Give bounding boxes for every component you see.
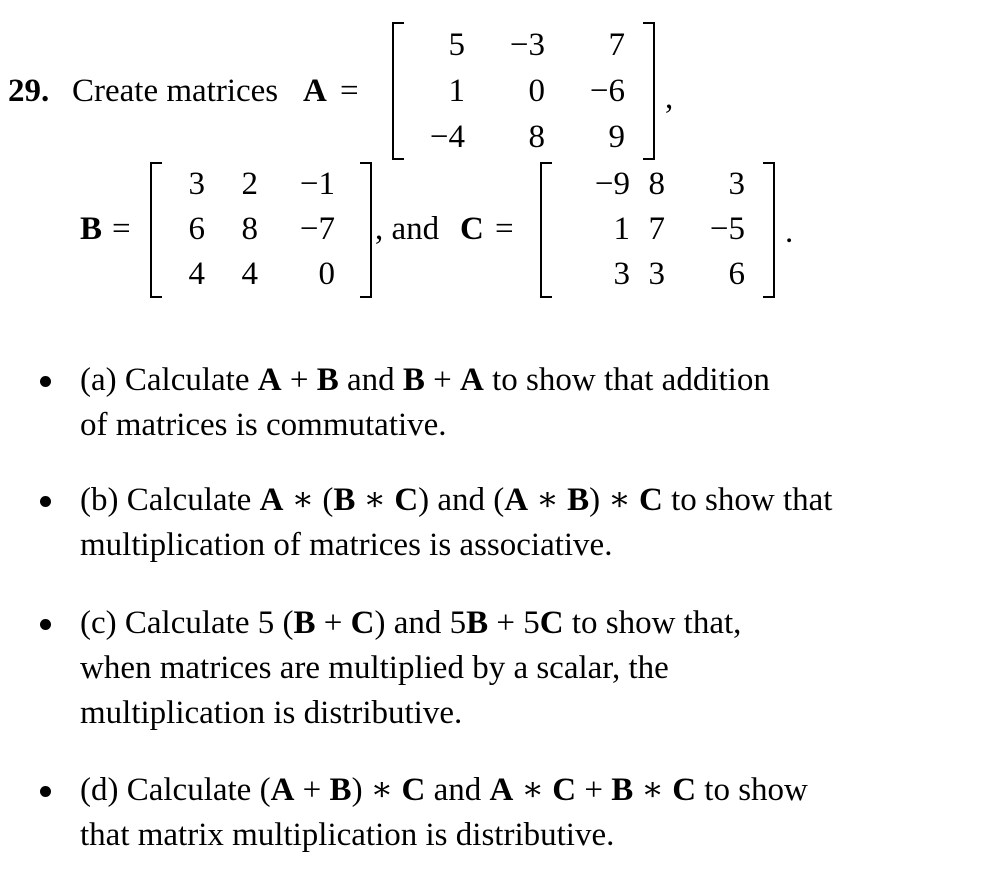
matrix-cell: 9 (608, 119, 625, 155)
text-segment: C (350, 605, 375, 641)
problem-number: 29. (8, 73, 50, 109)
bullet-icon (40, 496, 51, 507)
text-segment: ∗ (633, 772, 673, 808)
matrix-cell: 7 (648, 211, 665, 247)
text-segment: A (504, 482, 529, 518)
matrix-a (392, 22, 655, 160)
text-segment: + 5 (488, 605, 540, 641)
matrix-cell: 1 (448, 73, 465, 109)
text-segment: + (424, 362, 461, 398)
matrix-cell: 0 (528, 73, 545, 109)
text-segment: (a) Calculate (80, 362, 258, 398)
part-line (80, 691, 462, 736)
matrix-cell: 8 (528, 119, 545, 155)
text-segment: C (539, 605, 564, 641)
text-segment: ) ∗ (589, 482, 640, 518)
text-segment: (d) Calculate ( (80, 772, 271, 808)
period: . (785, 214, 794, 250)
bullet-icon (40, 376, 51, 387)
part-line (80, 646, 669, 691)
text-segment: to show that (662, 482, 833, 518)
text-segment: B (333, 482, 356, 518)
part-line (80, 403, 447, 448)
text-segment: when matrices are multiplied by a scalar, the (80, 650, 669, 686)
right-bracket (643, 22, 655, 160)
text-segment: (b) Calculate (80, 482, 260, 518)
part-line (80, 601, 741, 646)
matrix-cell: 0 (318, 256, 335, 292)
text-segment: C (672, 772, 697, 808)
equals-sign: = (495, 211, 514, 247)
text-segment: to show that, (563, 605, 742, 641)
equals-sign: = (112, 211, 131, 247)
text-segment: ∗ (513, 772, 553, 808)
text-segment: B (466, 605, 489, 641)
text-segment: and (338, 362, 403, 398)
text-segment: A (460, 362, 484, 398)
matrix-cell: −3 (509, 27, 545, 63)
part-line (80, 523, 612, 568)
matrix-cell: 4 (188, 256, 205, 292)
matrix-cell: 8 (241, 211, 258, 247)
text-segment: A (259, 482, 284, 518)
matrix-cell: 7 (608, 27, 625, 63)
text-segment: C (552, 772, 577, 808)
matrix-cell: −4 (429, 119, 465, 155)
text-segment: B (316, 362, 339, 398)
text-segment: ) and ( (418, 482, 505, 518)
text-segment: multiplication of matrices is associative. (80, 527, 613, 563)
text-segment: + (576, 772, 612, 808)
text-segment: and (425, 772, 490, 808)
text-segment: B (329, 772, 352, 808)
text-segment: B (293, 605, 316, 641)
matrix-cell: 6 (188, 211, 205, 247)
text-segment: A (257, 362, 282, 398)
matrix-a-label: A (303, 73, 327, 109)
text-segment: B (567, 482, 590, 518)
part-line (80, 813, 614, 858)
text-segment: C (394, 482, 419, 518)
text-segment: C (401, 772, 426, 808)
matrix-cell: −6 (589, 73, 625, 109)
and-text: , and (375, 211, 440, 247)
text-segment: B (611, 772, 634, 808)
text-segment: to show that addition (483, 362, 770, 398)
matrix-c (540, 162, 775, 298)
matrix-cell: −9 (594, 166, 630, 202)
text-segment: multiplication is distributive. (80, 695, 463, 731)
text-segment: + (281, 362, 317, 398)
matrix-cell: −1 (299, 166, 335, 202)
matrix-cell: 8 (648, 166, 665, 202)
matrix-cell: 1 (613, 211, 630, 247)
part-line (80, 478, 832, 523)
matrix-b (150, 162, 372, 298)
comma: , (665, 80, 674, 116)
text-segment: + (315, 605, 351, 641)
text-segment: that matrix multiplication is distributive. (80, 817, 615, 853)
right-bracket (360, 162, 372, 298)
part-line (80, 358, 770, 403)
matrix-cell: −5 (709, 211, 745, 247)
text-segment: (c) Calculate 5 ( (80, 605, 294, 641)
text-segment: ∗ (528, 482, 568, 518)
matrix-cell: 2 (241, 166, 258, 202)
matrix-cell: 3 (188, 166, 205, 202)
text-segment: B (402, 362, 425, 398)
text-segment: of matrices is commutative. (80, 407, 447, 443)
matrix-cell: 3 (613, 256, 630, 292)
problem-intro: Create matrices (72, 73, 279, 109)
bullet-icon (40, 786, 51, 797)
bullet-icon (40, 619, 51, 630)
matrix-cell: 3 (648, 256, 665, 292)
part-line (80, 768, 808, 813)
text-segment: ∗ (355, 482, 395, 518)
matrix-cell: −7 (299, 211, 335, 247)
text-segment: + (294, 772, 330, 808)
text-segment: ∗ ( (283, 482, 334, 518)
matrix-c-label: C (460, 211, 484, 247)
text-segment: A (489, 772, 514, 808)
matrix-cell: 6 (728, 256, 745, 292)
equals-sign: = (340, 73, 359, 109)
matrix-cell: 3 (728, 166, 745, 202)
text-segment: C (639, 482, 663, 518)
text-segment: ) ∗ (351, 772, 402, 808)
matrix-cell: 5 (448, 27, 465, 63)
text-segment: ) and 5 (374, 605, 467, 641)
right-bracket (763, 162, 775, 298)
text-segment: to show (696, 772, 808, 808)
matrix-cell: 4 (241, 256, 258, 292)
matrix-b-label: B (80, 211, 103, 247)
text-segment: A (270, 772, 295, 808)
